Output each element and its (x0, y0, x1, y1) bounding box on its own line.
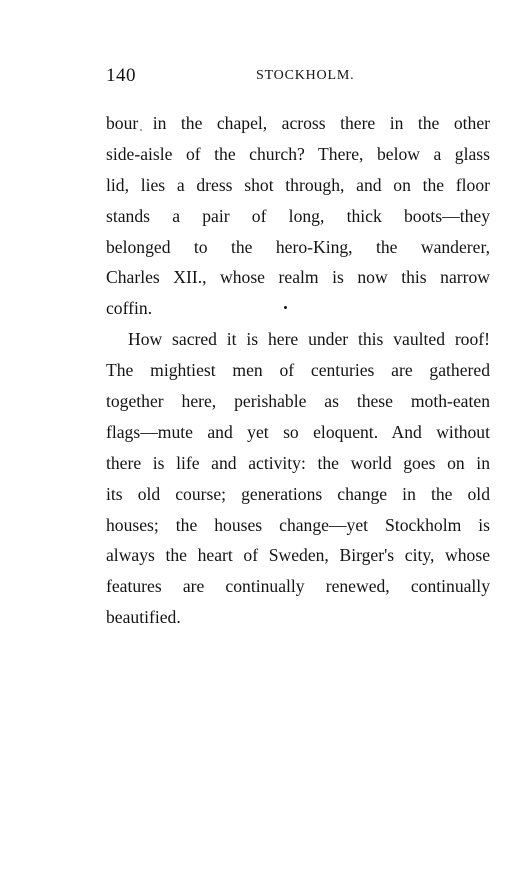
text-line: lid, lies a dress shot through, and on the floor (106, 174, 490, 195)
text-line: features are continually renewed, continually (106, 576, 490, 597)
paragraph-1 (106, 108, 490, 324)
text-line: Charles XII., whose realm is now this narrow (106, 267, 490, 288)
text-line: always the heart of Sweden, Birger's city, whose (106, 545, 490, 566)
text-line: The mightiest men of centuries are gathered (106, 360, 490, 381)
text-line: bour in the chapel, across there in the other (106, 113, 490, 133)
text-line: belonged to the hero-King, the wanderer, (106, 236, 490, 257)
running-title: STOCKHOLM. (256, 68, 355, 83)
text-line: coffin. (106, 298, 153, 319)
text-line: there is life and activity: the world goes on in (106, 452, 490, 473)
text-line: houses; the houses change—yet Stockholm is (106, 514, 490, 535)
text-line: flags—mute and yet so eloquent. And without (106, 421, 490, 442)
text-line: together here, perishable as these moth-eaten (106, 391, 490, 412)
paragraph-2 (106, 324, 490, 633)
text-line: How sacred it is here under this vaulted roof! (128, 329, 490, 350)
text-line: side-aisle of the church? There, below a glass (106, 143, 490, 164)
text-line: its old course; generations change in the old (106, 483, 490, 504)
page-number: 140 (106, 65, 136, 86)
page-header (106, 64, 490, 88)
body-text (106, 108, 490, 633)
text-line: beautified. (106, 607, 181, 628)
text-line: stands a pair of long, thick boots—they (106, 205, 490, 226)
